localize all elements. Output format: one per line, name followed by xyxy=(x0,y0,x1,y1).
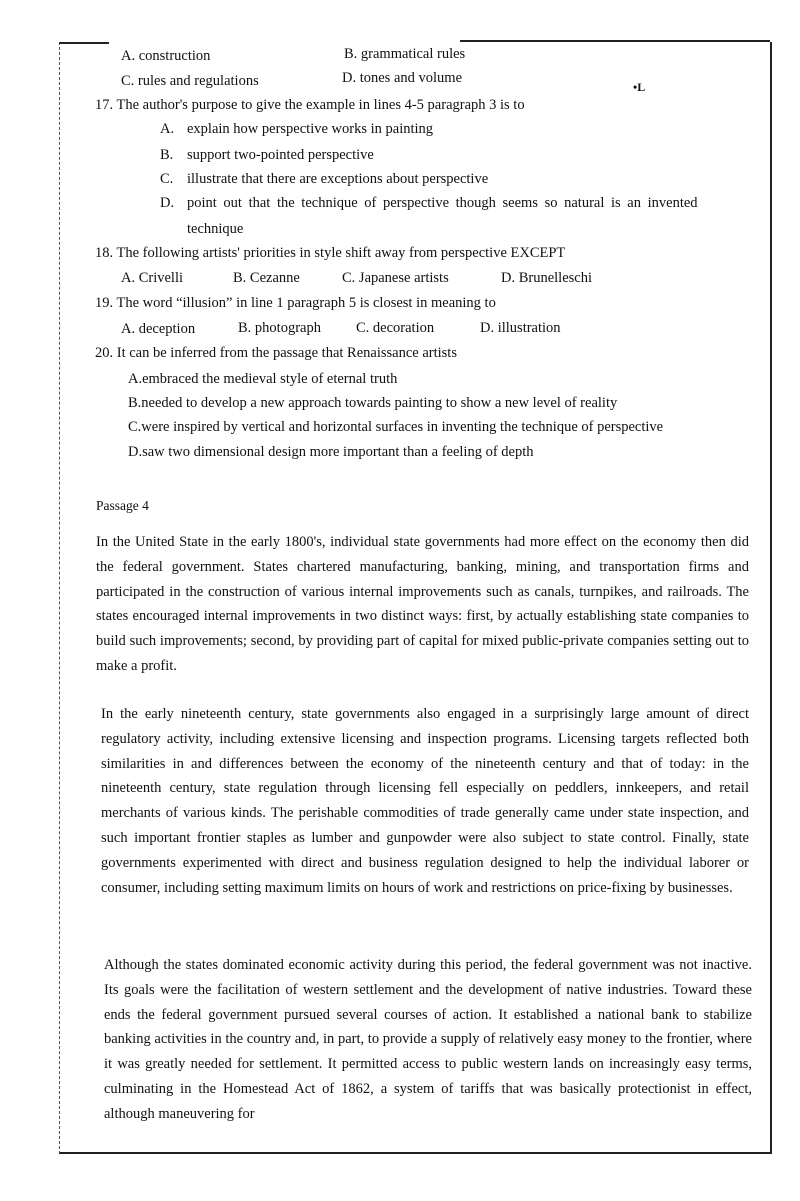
q19-option-c: C. decoration xyxy=(356,320,435,336)
q17-option-c-letter: C. xyxy=(160,171,174,187)
q17-option-b-letter: B. xyxy=(160,147,174,163)
q17-option-b-text: support two-pointed perspective xyxy=(187,147,374,163)
q17-option-d-text: point out that the technique of perspective though seems so natural is an invented xyxy=(187,195,698,211)
q18-stem: 18. The following artists' priorities in style shift away from perspective EXCEPT xyxy=(95,245,566,261)
q19-stem: 19. The word “illusion” in line 1 paragraph 5 is closest in meaning to xyxy=(95,295,496,311)
q19-option-a: A. deception xyxy=(121,321,196,337)
q20-option-c: C.were inspired by vertical and horizontal surfaces in inventing the technique of perspective xyxy=(128,419,664,435)
q20-option-a: A.embraced the medieval style of eternal truth xyxy=(128,371,398,387)
q16-option-c: C. rules and regulations xyxy=(121,73,259,89)
q18-option-c: C. Japanese artists xyxy=(342,270,449,286)
passage-paragraph-2: In the early nineteenth century, state governments also engaged in a surprisingly large amount of direct regulatory activity, including extensive licensing and inspection programs. Licensing targets reflected both similarities in and differences between the economy of the nineteenth century and that of today: in the nineteenth century, state regulation through licensing fell especially on peddlers, innkeepers, and retail merchants of various kinds. The perishable commodities of trade generally came under state inspection, and such important frontier staples as lumber and gunpowder were also subject to state control. Finally, state governments experimented with direct and business regulation designed to help the individual laborer or consumer, including setting maximum limits on hours of work and restrictions on price-fixing by businesses. xyxy=(101,706,749,896)
q16-option-b: B. grammatical rules xyxy=(344,46,466,62)
q17-option-a-text: explain how perspective works in painting xyxy=(187,121,434,137)
q17-option-c-text: illustrate that there are exceptions about perspective xyxy=(187,171,489,187)
page-border-top-right xyxy=(460,40,770,42)
q17-stem: 17. The author's purpose to give the example in lines 4-5 paragraph 3 is to xyxy=(95,97,525,113)
q17-option-d-continued: technique xyxy=(187,221,244,237)
q18-option-d: D. Brunelleschi xyxy=(501,270,593,286)
q20-option-d: D.saw two dimensional design more important than a feeling of depth xyxy=(128,444,534,460)
page-border-top-left xyxy=(59,42,109,44)
q17-option-a-letter: A. xyxy=(160,121,175,137)
q17-option-d-letter: D. xyxy=(160,195,175,211)
q19-option-d: D. illustration xyxy=(480,320,561,336)
passage-paragraph-3: Although the states dominated economic activity during this period, the federal government was not inactive. Its goals were the facilitation of western settlement and the development of native industries. Toward these ends the federal government pursued several courses of action. It established a national bank to stabilize banking activities in the country and, in part, to provide a supply of relatively easy money to the frontier, where it was greatly needed for settlement. It permitted access to public western lands on increasingly easy terms, culminating in the Homestead Act of 1862, a system of tariffs that was basically protectionist in effect, although maneuvering for xyxy=(104,957,752,1122)
q18-option-b: B. Cezanne xyxy=(233,270,300,286)
passage-title: Passage 4 xyxy=(96,498,149,513)
q16-option-d: D. tones and volume xyxy=(342,70,463,86)
passage-paragraph-1: In the United State in the early 1800's, individual state governments had more effect on the economy then did the federal government. States chartered manufacturing, banking, mining, and transportation firms and participated in the construction of various internal improvements such as canals, turnpikes, and railroads. The states encouraged internal improvements in two distinct ways: first, by actually establishing state companies to build such improvements; second, by providing part of capital for mixed public-private companies setting out to make a profit. xyxy=(96,534,749,674)
q16-option-a: A. construction xyxy=(121,48,211,64)
stray-mark: •L xyxy=(633,80,646,94)
q18-option-a: A. Crivelli xyxy=(121,270,184,286)
q20-stem: 20. It can be inferred from the passage that Renaissance artists xyxy=(95,345,457,361)
q20-option-b: B.needed to develop a new approach towards painting to show a new level of reality xyxy=(128,395,618,411)
q19-option-b: B. photograph xyxy=(238,320,321,336)
